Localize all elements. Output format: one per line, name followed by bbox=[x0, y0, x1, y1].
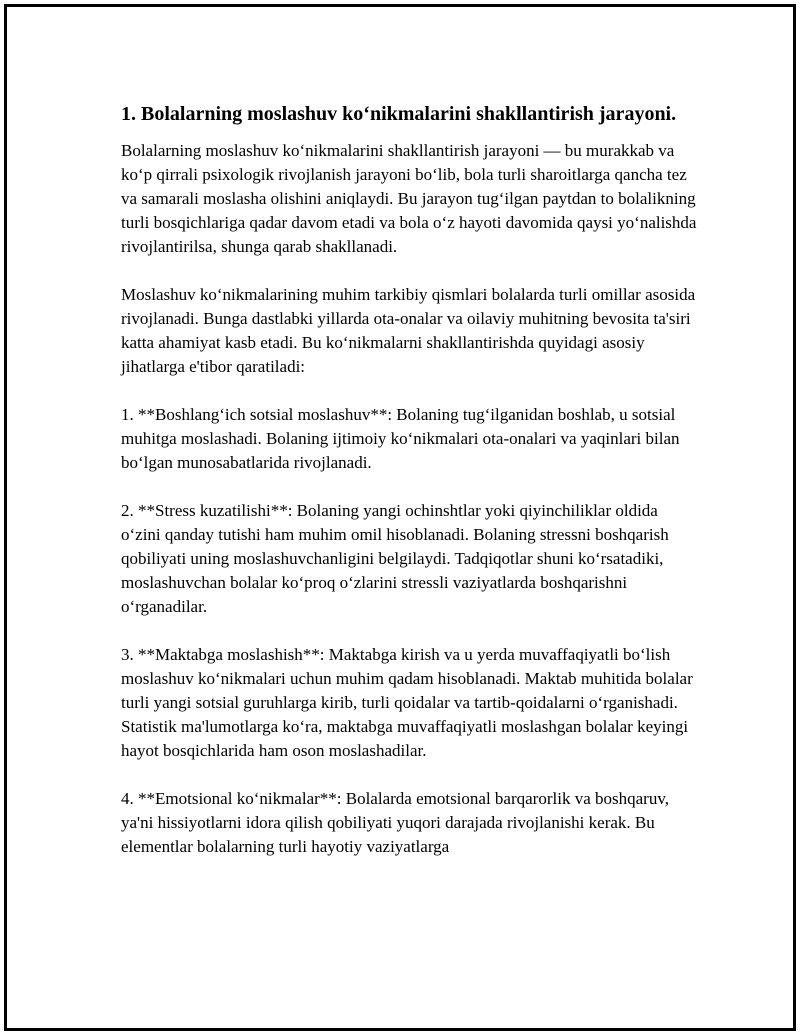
paragraph-intro: Bolalarning moslashuv koʻnikmalarini shakllantirish jarayoni — bu murakkab va koʻp qirrali psixologik rivojlanish jarayoni boʻlib, bola turli sharoitlarga qancha tez va samarali moslasha olishini aniqlaydi. Bu jarayon tugʻilgan paytdan to bolalikning turli bosqichlariga qadar davom etadi va bola oʻz hayoti davomida qaysi yoʻnalishda rivojlantirilsa, shunga qarab shakllanadi. bbox=[121, 141, 697, 256]
page-frame bbox=[4, 4, 796, 1031]
document-title: 1. Bolalarning moslashuv koʻnikmalarini shakllantirish jarayoni. bbox=[121, 103, 677, 125]
paragraph-item-2: 2. **Stress kuzatilishi**: Bolaning yangi ochinshtlar yoki qiyinchiliklar oldida oʻzini qanday tutishi ham muhim omil hisoblanadi. Bolaning stressni boshqarish qobiliyati uning moslashuvchanligini belgilaydi. Tadqiqotlar shuni koʻrsatadiki, moslashuvchan bolalar koʻproq oʻzlarini stressli vaziyatlarda boshqarishni oʻrganadilar. bbox=[121, 501, 669, 616]
paragraph-item-1: 1. **Boshlangʻich sotsial moslashuv**: Bolaning tugʻilganidan boshlab, u sotsial muhitga moslashadi. Bolaning ijtimoiy koʻnikmalari ota-onalari va yaqinlari bilan boʻlgan munosabatlarida rivojlanadi. bbox=[121, 405, 680, 472]
document-body bbox=[121, 101, 701, 883]
paragraph-item-3: 3. **Maktabga moslashish**: Maktabga kirish va u yerda muvaffaqiyatli boʻlish moslashuv koʻnikmalari uchun muhim qadam hisoblanadi. Maktab muhitida bolalar turli yangi sotsial guruhlarga kirib, turli qoidalar va tartib-qoidalarni oʻrganishadi. Statistik ma'lumotlarga koʻra, maktabga muvaffaqiyatli moslashgan bolalar keyingi hayot bosqichlarida ham oson moslashadilar. bbox=[121, 645, 693, 760]
paragraph-item-4: 4. **Emotsional koʻnikmalar**: Bolalarda emotsional barqarorlik va boshqaruv, ya'ni hissiyotlarni idora qilish qobiliyati yuqori darajada rivojlanishi kerak. Bu elementlar bolalarning turli hayotiy vaziyatlarga bbox=[121, 789, 669, 856]
paragraph-components: Moslashuv koʻnikmalarining muhim tarkibiy qismlari bolalarda turli omillar asosida rivojlanadi. Bunga dastlabki yillarda ota-onalar va oilaviy muhitning bevosita ta'siri katta ahamiyat kasb etadi. Bu koʻnikmalarni shakllantirishda quyidagi asosiy jihatlarga e'tibor qaratiladi: bbox=[121, 285, 696, 376]
